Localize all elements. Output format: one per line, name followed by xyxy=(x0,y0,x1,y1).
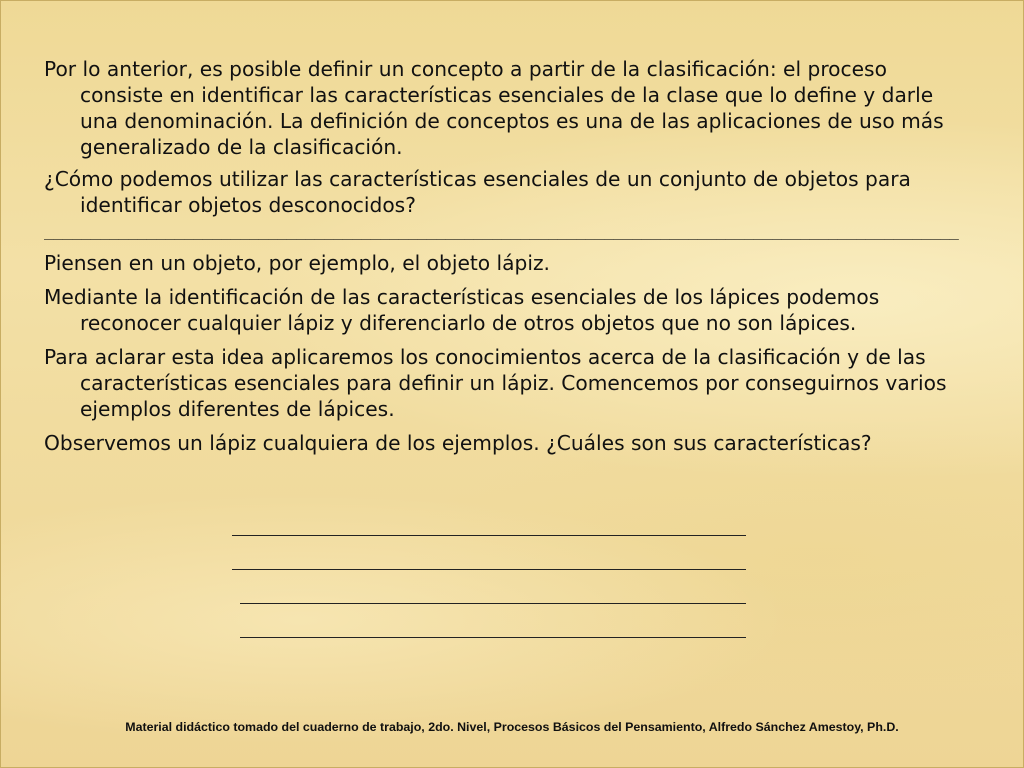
question-pencil-characteristics: Observemos un lápiz cualquiera de los ejemplos. ¿Cuáles son sus características? xyxy=(44,431,872,455)
paragraph-clarify-idea: Para aclarar esta idea aplicaremos los conocimientos acerca de la clasificación y de las características esenciales para definir un lápiz. Comencemos por conseguirnos varios ejemplos diferentes de lápices. xyxy=(44,345,947,421)
footer-citation: Material didáctico tomado del cuaderno de trabajo, 2do. Nivel, Procesos Básicos del Pensamiento, Alfredo Sánchez Amestoy, Ph.D. xyxy=(125,720,899,734)
paragraph-definition: Por lo anterior, es posible definir un concepto a partir de la clasificación: el proceso consiste en identificar las características esenciales de la clase que lo define y darle una denominación. La definición de conceptos es una de las aplicaciones de uso más generalizado de la clasificación. xyxy=(44,57,944,159)
answer-line-4 xyxy=(240,637,746,638)
paragraph-identification: Mediante la identificación de las características esenciales de los lápices podemos reconocer cualquier lápiz y diferenciarlo de otros objetos que no son lápices. xyxy=(44,285,880,335)
question-identify-objects: ¿Cómo podemos utilizar las características esenciales de un conjunto de objetos para identificar objetos desconocidos? xyxy=(44,167,911,217)
answer-line-2 xyxy=(232,569,746,570)
answer-line-1 xyxy=(232,535,746,536)
answer-blank-line: __________________________________________________________________________________________________ xyxy=(44,221,959,240)
paragraph-pencil-example: Piensen en un objeto, por ejemplo, el objeto lápiz. xyxy=(44,251,550,275)
answer-line-3 xyxy=(240,603,746,604)
slide-body xyxy=(44,56,974,456)
